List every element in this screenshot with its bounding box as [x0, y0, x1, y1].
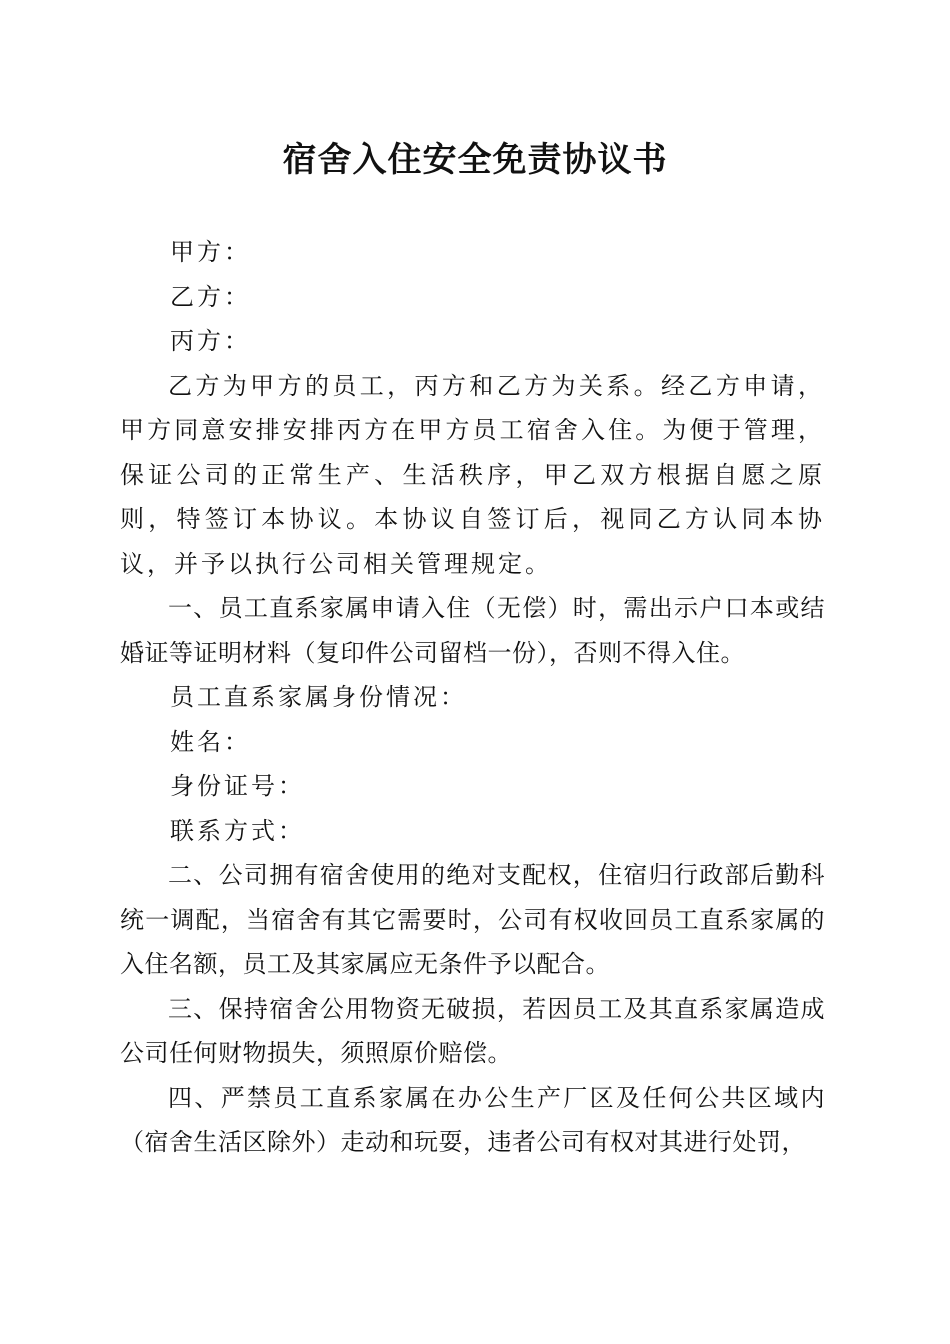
name-field: 姓名：: [170, 727, 251, 756]
id-number-field: 身份证号：: [170, 772, 305, 800]
family-info-label: 员工直系家属身份情况：: [170, 683, 467, 711]
clause-4-paragraph: 四、严禁员工直系家属在办公生产厂区及任何公共区域内（宿舍生活区除外）走动和玩耍，违者公司有权对其进行处罚，: [120, 1083, 825, 1156]
clause-2-paragraph: 二、公司拥有宿舍使用的绝对支配权，住宿归行政部后勤科统一调配，当宿舍有其它需要时，公司有权收回员工直系家属的入住名额，员工及其家属应无条件予以配合。: [120, 861, 825, 978]
party-a-field: 甲方：: [170, 238, 251, 266]
party-b-field: 乙方：: [170, 282, 251, 311]
clause-3-paragraph: 三、保持宿舍公用物资无破损，若因员工及其直系家属造成公司任何财物损失，须照原价赔偿。: [120, 994, 825, 1067]
party-c-field: 丙方：: [170, 327, 251, 355]
contact-field: 联系方式：: [170, 816, 305, 845]
document-body: [120, 230, 825, 1165]
clause-1-paragraph: 一、员工直系家属申请入住（无偿）时，需出示户口本或结婚证等证明材料（复印件公司留档一份），否则不得入住。: [120, 594, 825, 667]
document-title: 宿舍入住安全免责协议书: [282, 140, 668, 180]
intro-paragraph: 乙方为甲方的员工，丙方和乙方为关系。经乙方申请，甲方同意安排安排丙方在甲方员工宿舍入住。为便于管理，保证公司的正常生产、生活秩序，甲乙双方根据自愿之原则，特签订本协议。本协议自签订后，视同乙方认同本协议，并予以执行公司相关管理规定。: [120, 371, 825, 578]
